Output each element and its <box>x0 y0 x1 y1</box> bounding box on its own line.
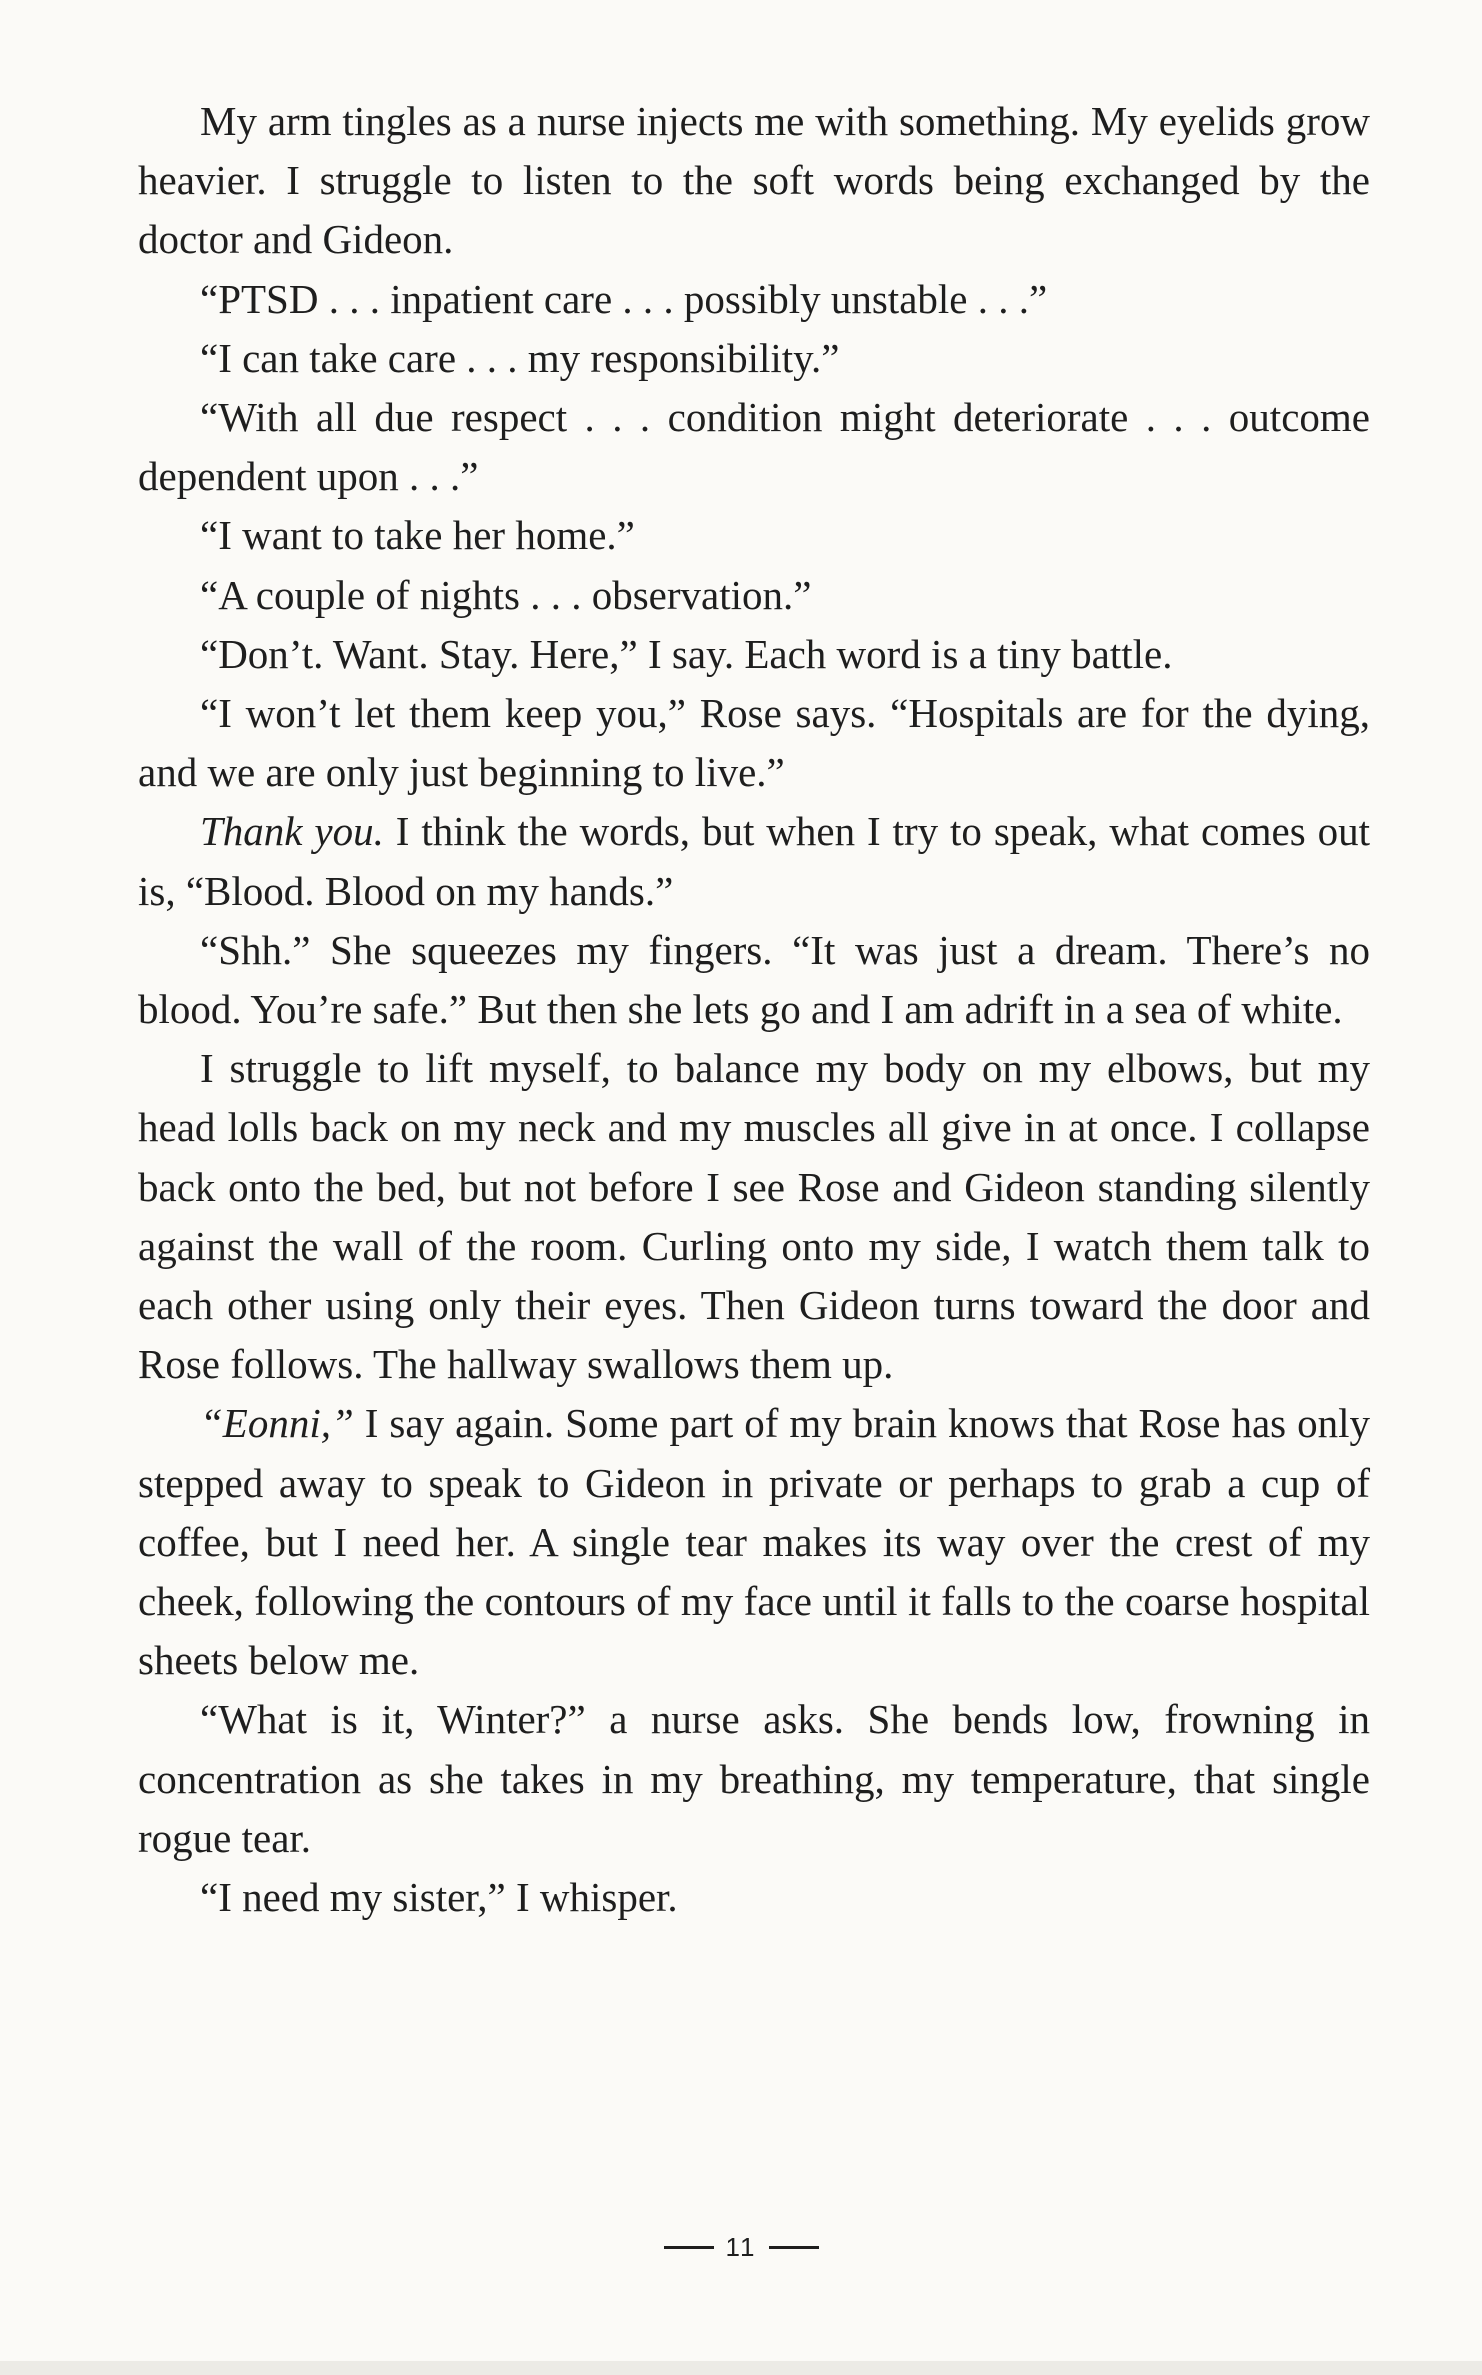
italic-phrase: “Eonni,” <box>200 1400 354 1447</box>
paragraph: “Don’t. Want. Stay. Here,” I say. Each word is a tiny battle. <box>200 630 1173 677</box>
paragraph: “I want to take her home.” <box>200 512 635 559</box>
body-text <box>138 92 1370 1927</box>
paragraph: “I can take care . . . my responsibility.” <box>200 334 840 381</box>
paragraph: “I won’t let them keep you,” Rose says. “Hospitals are for the dying, and we are only just beginning to live.” <box>138 690 1370 796</box>
paragraph: My arm tingles as a nurse injects me with something. My eyelids grow heavier. I struggle to listen to the soft words being exchanged by the doctor and Gideon. <box>138 98 1370 263</box>
left-dash <box>664 2246 714 2249</box>
paragraph: Thank you. I think the words, but when I try to speak, what comes out is, “Blood. Blood on my hands.” <box>138 808 1370 914</box>
paragraph: “I need my sister,” I whisper. <box>200 1874 678 1921</box>
italic-phrase: Thank you. <box>200 808 384 855</box>
paragraph: “What is it, Winter?” a nurse asks. She bends low, frowning in concentration as she takes in my breathing, my temperature, that single rogue tear. <box>138 1696 1370 1861</box>
paragraph: “With all due respect . . . condition might deteriorate . . . outcome dependent upon . . .” <box>138 394 1370 500</box>
page-number-text: 11 <box>725 2232 757 2262</box>
paragraph: “PTSD . . . inpatient care . . . possibly unstable . . .” <box>200 275 1048 322</box>
paragraph: “A couple of nights . . . observation.” <box>200 571 812 618</box>
page-bottom-edge <box>0 2361 1482 2375</box>
page-number <box>0 2232 1482 2263</box>
right-dash <box>769 2246 819 2249</box>
paragraph: “Shh.” She squeezes my fingers. “It was just a dream. There’s no blood. You’re safe.” But then she lets go and I am adrift in a sea of white. <box>138 926 1370 1033</box>
paragraph: “Eonni,” I say again. Some part of my brain knows that Rose has only stepped away to speak to Gideon in private or perhaps to grab a cup of coffee, but I need her. A single tear makes its way over the crest of my cheek, following the contours of my face until it falls to the coarse hospital sheets below me. <box>138 1400 1370 1684</box>
paragraph: I struggle to lift myself, to balance my body on my elbows, but my head lolls back on my neck and my muscles all give in at once. I collapse back onto the bed, but not before I see Rose and Gideon standing silently against the wall of the room. Curling onto my side, I watch them talk to each other using only their eyes. Then Gideon turns toward the door and Rose follows. The hallway swallows them up. <box>138 1045 1370 1388</box>
